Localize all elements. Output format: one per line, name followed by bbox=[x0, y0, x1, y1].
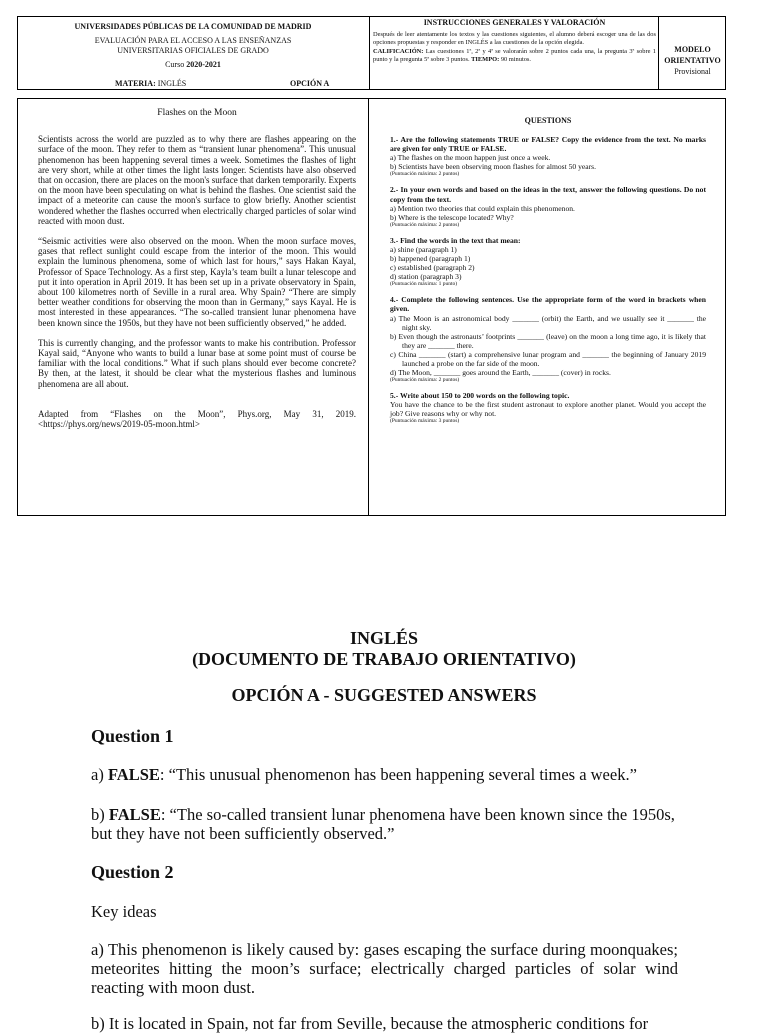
question-3-points: (Puntuación máxima: 1 punto) bbox=[390, 281, 458, 288]
question-2: 2.- In your own words and based on the ideas in the text, answer the following questions. Do not copy from the text. bbox=[390, 185, 706, 204]
reading-text bbox=[38, 108, 356, 429]
materia: MATERIA: INGLÉS bbox=[115, 79, 187, 88]
question-5-topic: You have the chance to be the first student astronaut to explore another planet. Would you accept the job? Give reasons why or why not. bbox=[390, 400, 706, 419]
course: Curso 2020-2021 bbox=[165, 60, 221, 69]
question-4-points: (Puntuación máxima: 2 puntos) bbox=[390, 377, 460, 384]
exam-divider bbox=[368, 98, 369, 516]
university-name: UNIVERSIDADES PÚBLICAS DE LA COMUNIDAD DE MADRID bbox=[74, 22, 312, 31]
header-divider-1 bbox=[369, 16, 370, 90]
question-1a: a) The flashes on the moon happen just once a week. bbox=[390, 153, 551, 163]
question-4: 4.- Complete the following sentences. Use the appropriate form of the word in brackets when given. bbox=[390, 295, 706, 314]
question-2-points: (Puntuación máxima: 2 puntos) bbox=[390, 221, 460, 228]
paragraph-3: This is currently changing, and the professor wants to make his contribution. Professor Kayal said, “Anyone who wants to build a lunar base at some point must of course be familiar with the local conditions.” What if such plans should ever become concrete? By then, at the latest, it should be clear what the mysterious flashes and luminous phenomena are all about. bbox=[38, 337, 356, 389]
question-3d: d) station (paragraph 3) bbox=[390, 272, 462, 282]
paragraph-1: Scientists across the world are puzzled as to why there are flashes appearing on the surface of the moon. They refer to them as “transient lunar phenomena”. This unusual phenomenon has been happening several times a week. Sometimes the flashes of light are very short, while at other times the light lasts longer. Scientists have also observed that on occasion, there are places on the moon's surface that darken temporarily. Experts on the moon have been speculating on what is behind the flashes. One scientist said the impact of a meteorite can cause the moon's surface to glow briefly. Another scientist wondered whether the flashes occurred when electrically charged particles of solar wind reacted with moon dust. bbox=[38, 134, 356, 226]
answer-q2-title: Question 2 bbox=[91, 862, 174, 882]
answer-q2a: a) This phenomenon is likely caused by: gases escaping the surface during moonquakes; meteorites hitting the moon’s surface; electrically charged particles of solar wind reacting with moon dust. bbox=[91, 940, 678, 997]
question-3: 3.- Find the words in the text that mean: bbox=[390, 235, 521, 245]
key-ideas: Key ideas bbox=[91, 902, 157, 921]
answer-q1-title: Question 1 bbox=[91, 726, 174, 746]
question-3b: b) happened (paragraph 1) bbox=[390, 254, 471, 264]
question-2b: b) Where is the telescope located? Why? bbox=[390, 212, 514, 222]
question-5: 5.- Write about 150 to 200 words on the following topic. bbox=[390, 391, 570, 401]
question-1b: b) Scientists have been observing moon flashes for almost 50 years. bbox=[390, 162, 597, 172]
modelo-box bbox=[659, 44, 726, 77]
questions-column bbox=[390, 116, 706, 425]
modelo-line-1: MODELO bbox=[674, 45, 711, 54]
question-3a: a) shine (paragraph 1) bbox=[390, 244, 457, 254]
question-1-points: (Puntuación máxima: 2 puntos) bbox=[390, 171, 460, 178]
answer-q1a: a) FALSE: “This unusual phenomenon has been happening several times a week.” bbox=[91, 765, 637, 784]
answers-option-title: OPCIÓN A - SUGGESTED ANSWERS bbox=[231, 685, 537, 705]
questions-title: QUESTIONS bbox=[524, 116, 572, 125]
header-left bbox=[20, 22, 366, 70]
question-3c: c) established (paragraph 2) bbox=[390, 263, 475, 273]
instructions-title: INSTRUCCIONES GENERALES Y VALORACIÓN bbox=[423, 18, 606, 27]
question-4b: b) Even though the astronauts’ footprints _______ (leave) on the moon a long time ago, it is likely that they are _______ there. bbox=[390, 331, 706, 350]
eval-line-2: UNIVERSITARIAS OFICIALES DE GRADO bbox=[117, 46, 269, 55]
modelo-line-3: Provisional bbox=[674, 67, 711, 76]
answers-header bbox=[0, 628, 768, 706]
question-5-points: (Puntuación máxima: 3 puntos) bbox=[390, 418, 460, 425]
question-4d: d) The Moon, _______ goes around the Earth, _______ (cover) in rocks. bbox=[390, 368, 611, 378]
question-2a: a) Mention two theories that could explain this phenomenon. bbox=[390, 203, 575, 213]
answer-q2b: b) It is located in Spain, not far from Seville, because the atmospheric conditions for bbox=[91, 1014, 649, 1033]
answers-subject: INGLÉS bbox=[349, 628, 419, 648]
question-4a: a) The Moon is an astronomical body _______ (orbit) the Earth, and we usually see it _______ the night sky. bbox=[390, 313, 706, 332]
reading-title: Flashes on the Moon bbox=[157, 108, 237, 118]
paragraph-2: “Seismic activities were also observed on the moon. When the moon surface moves, gases that reflect sunlight could escape from the interior of the moon. This would explain the luminous phenomena, some of which last for hours,” says Hakan Kayal, Professor of Space Technology. As a first step, Kayla’s team built a lunar telescope and put it into operation in April 2019. It has been set up in a private observatory in Spain, about 100 kilometres north of Seville in a rural area. Why Spain? “There are simply better weather conditions for observing the moon than in Germany,” says Kayal. He is most interested in these appearances. “The so-called transient lunar phenomena have been known since the 1950s, but they have not been sufficiently observed,” he added. bbox=[38, 236, 356, 328]
source-citation: Adapted from “Flashes on the Moon”, Phys.org, May 31, 2019. <https://phys.org/news/2019-05-moon.html> bbox=[38, 408, 356, 430]
answer-q1b: b) FALSE: “The so-called transient lunar phenomena have been known since the 1950s, but they have not been sufficiently observed.” bbox=[91, 805, 675, 843]
header-instructions bbox=[373, 18, 656, 65]
eval-line-1: EVALUACIÓN PARA EL ACCESO A LAS ENSEÑANZAS bbox=[94, 36, 292, 45]
opcion: OPCIÓN A bbox=[290, 79, 330, 88]
question-1: 1.- Are the following statements TRUE or FALSE? Copy the evidence from the text. No marks are given for only TRUE or FALSE. bbox=[390, 135, 706, 154]
answers-doc-type: (DOCUMENTO DE TRABAJO ORIENTATIVO) bbox=[192, 649, 576, 669]
question-4c: c) China _______ (start) a comprehensive lunar program and _______ the beginning of January 2019 launched a probe on the far side of the moon. bbox=[390, 349, 706, 368]
instructions-text: Después de leer atentamente los textos y las cuestiones siguientes, el alumno deberá escoger una de las dos opciones propuestas y responder en INGLÉS a las cuestiones de la opción elegida. bbox=[373, 31, 656, 47]
calificacion-text: CALIFICACIÓN: Las cuestiones 1ª, 2ª y 4ª se valorarán sobre 2 puntos cada una, la pregunta 3ª sobre 1 punto y la pregunta 5ª sobre 3 puntos. TIEMPO: 90 minutos. bbox=[373, 47, 656, 64]
modelo-line-2: ORIENTATIVO bbox=[664, 56, 721, 65]
